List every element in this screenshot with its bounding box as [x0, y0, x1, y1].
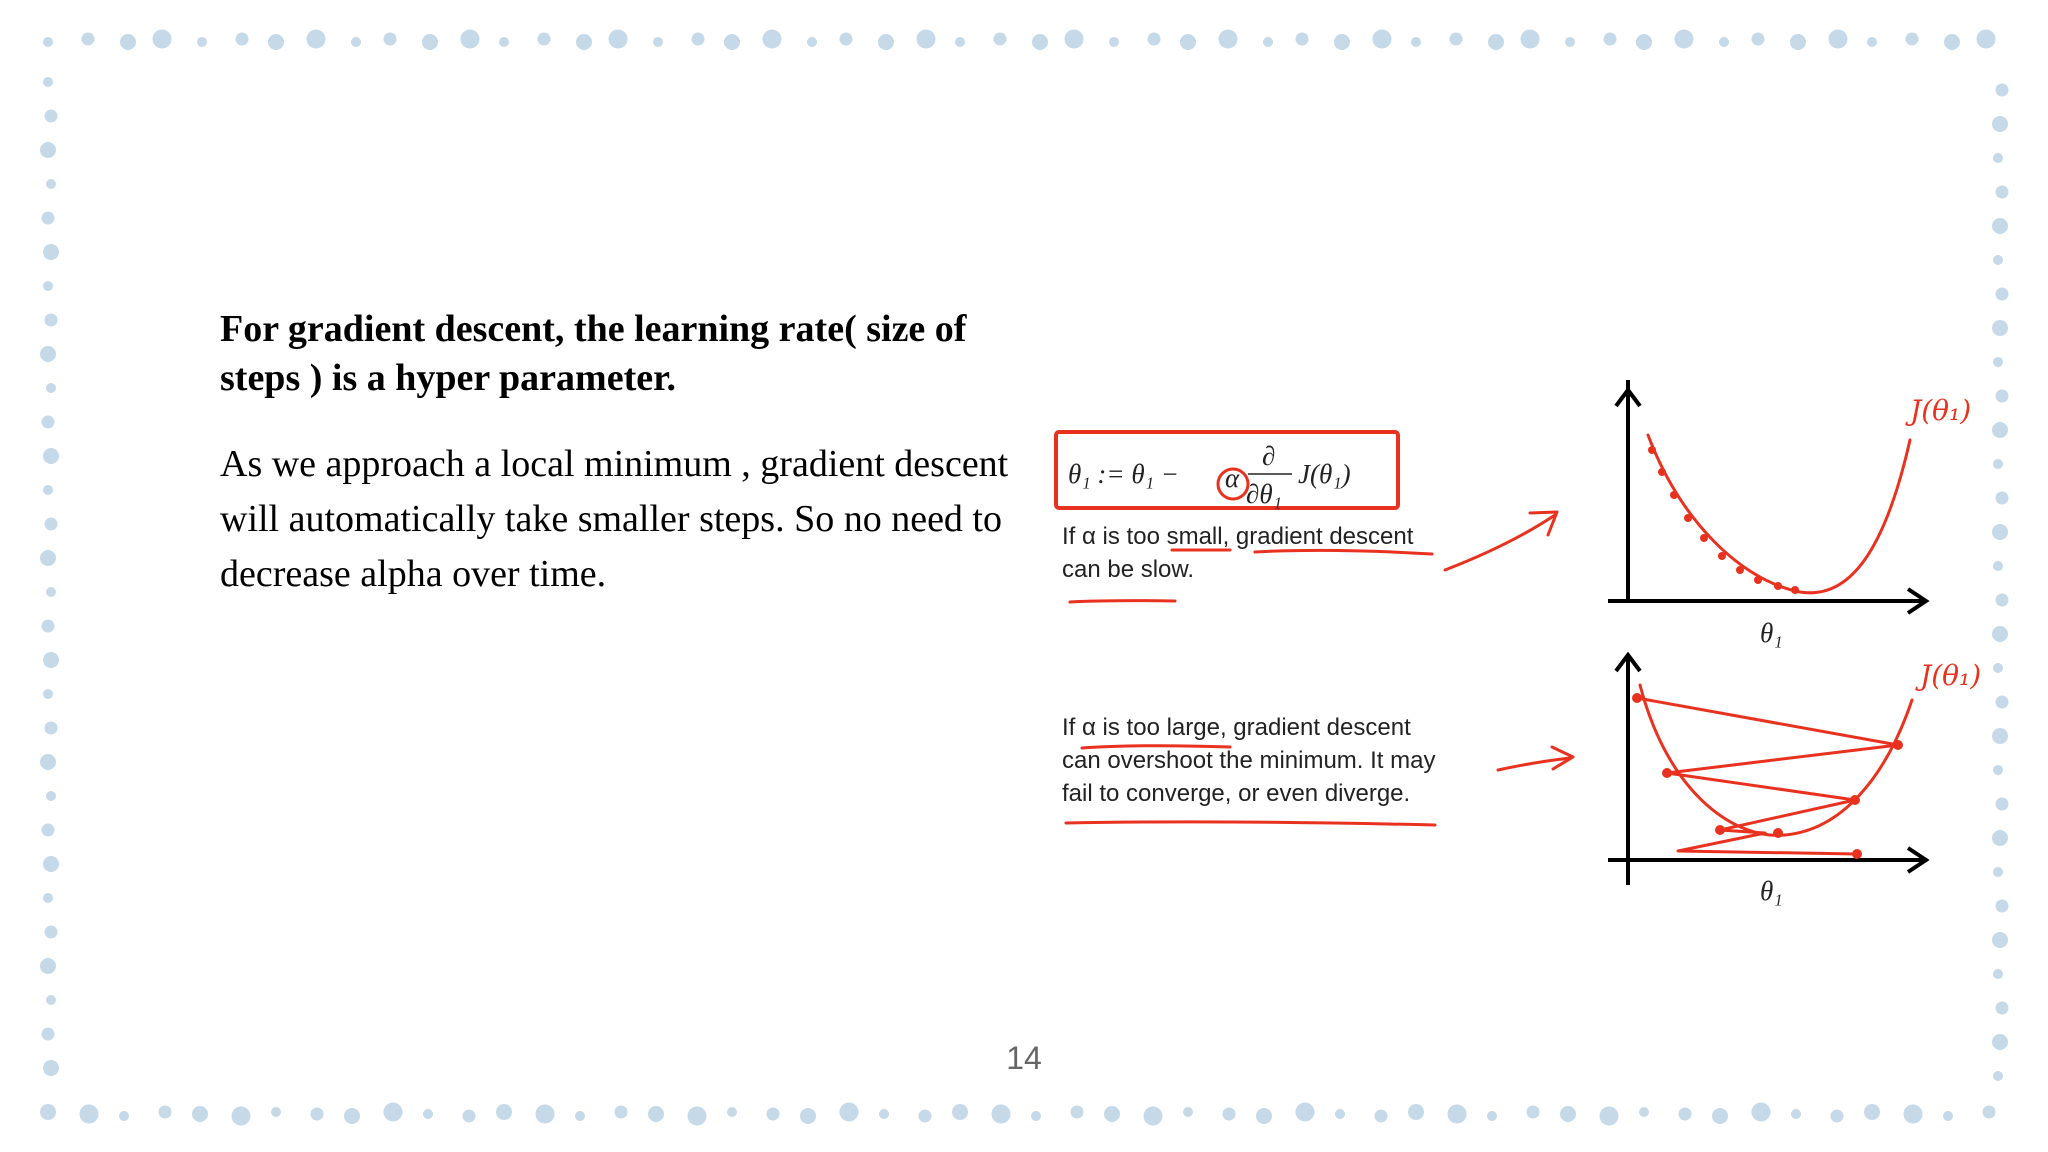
step-point	[1718, 552, 1726, 560]
border-dot	[1148, 33, 1161, 46]
border-dot	[692, 33, 705, 46]
update-rule-alpha: α	[1225, 463, 1240, 493]
border-dot	[344, 1108, 360, 1124]
border-dot	[43, 37, 53, 47]
border-dot	[1373, 30, 1392, 49]
border-dot	[1983, 1106, 1996, 1119]
border-dot	[1450, 33, 1463, 46]
step-point	[1700, 534, 1708, 542]
border-dot	[724, 34, 740, 50]
update-rule-denominator: ∂θ₁	[1246, 479, 1282, 509]
large-alpha-line-1: If α is too large, gradient descent	[1062, 714, 1411, 741]
arrow-top	[1445, 512, 1557, 570]
step-point	[1715, 825, 1725, 835]
border-dot	[1977, 30, 1996, 49]
large-alpha-line-3: fail to converge, or even diverge.	[1062, 780, 1411, 807]
cost-curve-top	[1648, 435, 1910, 593]
border-dot	[232, 1107, 251, 1126]
border-dot	[351, 37, 361, 47]
border-dot	[1263, 37, 1273, 47]
border-dot	[1560, 1106, 1576, 1122]
border-dot	[840, 1103, 859, 1122]
border-dot	[43, 448, 59, 464]
border-dot	[1790, 34, 1806, 50]
border-dot	[461, 30, 480, 49]
border-dot	[499, 37, 509, 47]
border-dot	[1448, 1105, 1467, 1124]
border-dot	[1031, 1111, 1041, 1121]
border-dot	[800, 1108, 816, 1124]
step-point	[1648, 446, 1656, 454]
border-dot	[46, 179, 56, 189]
border-dot	[1071, 1106, 1084, 1119]
step-point	[1773, 828, 1783, 838]
border-dot	[159, 1106, 172, 1119]
border-dot	[955, 37, 965, 47]
border-dot	[43, 856, 59, 872]
border-dot	[46, 587, 56, 597]
border-dot	[536, 1105, 555, 1124]
border-dot	[919, 1110, 932, 1123]
border-dot	[1109, 37, 1119, 47]
border-dot	[43, 281, 53, 291]
border-dot	[1183, 1107, 1193, 1117]
border-dot	[1992, 116, 2008, 132]
border-dot	[1992, 932, 2008, 948]
step-point	[1684, 514, 1692, 522]
j-theta-label-bottom: J(θ₁)	[1920, 659, 1982, 692]
border-dot	[192, 1106, 208, 1122]
border-dot	[1639, 1107, 1649, 1117]
border-dot	[271, 1107, 281, 1117]
border-dot	[1065, 30, 1084, 49]
plot-small-alpha	[1608, 380, 1971, 648]
slide-body: As we approach a local minimum , gradient descent will automatically take smaller steps. So no need to decrease alpha over time.	[220, 443, 1009, 595]
border-dot	[1411, 37, 1421, 47]
border-dot	[46, 383, 56, 393]
border-dot	[1219, 30, 1238, 49]
border-dot	[40, 1104, 56, 1120]
border-dot	[538, 33, 551, 46]
border-dot	[423, 1109, 433, 1119]
border-dot	[422, 34, 438, 50]
step-point	[1852, 849, 1862, 859]
border-dot	[307, 30, 326, 49]
border-dot	[1521, 30, 1540, 49]
border-dot	[688, 1107, 707, 1126]
border-dot	[1679, 1108, 1692, 1121]
border-dot	[1996, 186, 2009, 199]
border-dot	[1604, 33, 1617, 46]
border-dot	[43, 893, 53, 903]
border-dot	[1791, 1109, 1801, 1119]
update-rule-numerator: ∂	[1262, 441, 1276, 471]
border-dot	[384, 1103, 403, 1122]
border-dot	[1992, 1034, 2008, 1050]
border-dot	[45, 518, 58, 531]
border-dot	[1996, 288, 2009, 301]
border-dot	[615, 1106, 628, 1119]
underline-fail-to-converge	[1066, 822, 1435, 825]
border-dot	[1993, 357, 2003, 367]
border-dot	[268, 34, 284, 50]
border-dot	[807, 37, 817, 47]
border-dot	[1904, 1105, 1923, 1124]
small-steps	[1648, 446, 1799, 594]
border-dot	[80, 1105, 99, 1124]
step-point	[1774, 582, 1782, 590]
border-dot	[40, 142, 56, 158]
gradient-descent-figure	[1040, 380, 2000, 920]
small-alpha-line-2: can be slow.	[1062, 556, 1195, 583]
j-theta-label-top: J(θ₁)	[1910, 394, 1972, 427]
border-dot	[1527, 1106, 1540, 1119]
border-dot	[46, 791, 56, 801]
small-alpha-line-1: If α is too small, gradient descent	[1062, 523, 1414, 550]
border-dot	[1675, 30, 1694, 49]
border-dot	[1335, 1109, 1345, 1119]
border-dot	[575, 1111, 585, 1121]
border-dot	[311, 1108, 324, 1121]
border-dot	[120, 34, 136, 50]
border-dot	[1831, 1110, 1844, 1123]
border-dot	[653, 37, 663, 47]
border-dot	[236, 33, 249, 46]
border-dot	[1752, 1103, 1771, 1122]
border-dot	[42, 1028, 55, 1041]
step-point	[1850, 795, 1860, 805]
border-dot	[43, 485, 53, 495]
border-dot	[1867, 37, 1877, 47]
border-dot	[576, 34, 592, 50]
border-dot	[879, 1109, 889, 1119]
border-dot	[43, 689, 53, 699]
plot-large-alpha	[1608, 655, 1981, 906]
border-dot	[1996, 84, 2009, 97]
border-dot	[1565, 37, 1575, 47]
border-dot	[878, 34, 894, 50]
border-dot	[1636, 34, 1652, 50]
slide-heading: For gradient descent, the learning rate( size of steps ) is a hyper parameter.	[220, 308, 967, 399]
page-number: 14	[1006, 1040, 1042, 1076]
border-dot	[43, 652, 59, 668]
border-dot	[40, 958, 56, 974]
border-dot	[1752, 33, 1765, 46]
border-dot	[40, 754, 56, 770]
border-dot	[1906, 33, 1919, 46]
border-dot	[1144, 1107, 1163, 1126]
step-point	[1632, 693, 1642, 703]
border-dot	[153, 30, 172, 49]
theta-label-top: θ₁	[1760, 618, 1783, 648]
border-dot	[42, 416, 55, 429]
border-dot	[1829, 30, 1848, 49]
border-dot	[1180, 34, 1196, 50]
step-point	[1893, 740, 1903, 750]
border-dot	[384, 33, 397, 46]
border-dot	[1296, 1103, 1315, 1122]
border-dot	[1993, 1071, 2003, 1081]
border-dot	[42, 212, 55, 225]
border-dot	[43, 77, 53, 87]
border-dot	[1488, 34, 1504, 50]
large-alpha-line-2: can overshoot the minimum. It may	[1062, 747, 1436, 774]
border-dot	[1296, 33, 1309, 46]
step-point	[1791, 586, 1799, 594]
border-dot	[767, 1108, 780, 1121]
border-dot	[1334, 34, 1350, 50]
step-point	[1662, 768, 1672, 778]
step-point	[1754, 576, 1762, 584]
arrow-bottom	[1498, 747, 1573, 770]
border-dot	[1943, 1111, 1953, 1121]
border-dot	[197, 37, 207, 47]
update-rule-box	[1056, 432, 1398, 509]
border-dot	[40, 550, 56, 566]
border-dot	[45, 722, 58, 735]
border-dot	[1864, 1104, 1880, 1120]
border-dot	[727, 1107, 737, 1117]
border-dot	[1375, 1110, 1388, 1123]
theta-label-bottom: θ₁	[1760, 876, 1783, 906]
underline-can-be-slow	[1070, 601, 1175, 602]
border-dot	[1993, 255, 2003, 265]
border-dot	[46, 995, 56, 1005]
border-dot	[463, 1110, 476, 1123]
border-dot	[119, 1111, 129, 1121]
step-point	[1658, 468, 1666, 476]
border-dot	[952, 1104, 968, 1120]
divergent-steps	[1637, 698, 1898, 854]
border-dot	[45, 110, 58, 123]
border-dot	[1223, 1108, 1236, 1121]
border-dot	[1993, 969, 2003, 979]
underline-gradient-descent	[1255, 550, 1432, 554]
border-dot	[1104, 1106, 1120, 1122]
border-dot	[1487, 1111, 1497, 1121]
border-dot	[994, 33, 1007, 46]
update-rule-term: J(θ₁)	[1298, 459, 1351, 489]
border-dot	[1993, 153, 2003, 163]
step-point	[1736, 566, 1744, 574]
border-dot	[840, 33, 853, 46]
border-dot	[992, 1105, 1011, 1124]
border-dot	[1256, 1108, 1272, 1124]
border-dot	[42, 620, 55, 633]
border-dot	[496, 1104, 512, 1120]
border-dot	[1408, 1104, 1424, 1120]
update-rule-lhs: θ₁ := θ₁ −	[1068, 459, 1179, 489]
border-dot	[43, 244, 59, 260]
border-dot	[40, 346, 56, 362]
border-dot	[42, 824, 55, 837]
border-dot	[763, 30, 782, 49]
border-dot	[1032, 34, 1048, 50]
border-dot	[1712, 1108, 1728, 1124]
border-dot	[45, 926, 58, 939]
border-dot	[917, 30, 936, 49]
border-dot	[1992, 320, 2008, 336]
border-dot	[1944, 34, 1960, 50]
border-dot	[1996, 1002, 2009, 1015]
step-point	[1670, 491, 1678, 499]
border-dot	[82, 33, 95, 46]
border-dot	[1992, 218, 2008, 234]
border-dot	[609, 30, 628, 49]
border-dot	[648, 1106, 664, 1122]
border-dot	[43, 1060, 59, 1076]
border-dot	[45, 314, 58, 327]
border-dot	[1719, 37, 1729, 47]
border-dot	[1600, 1107, 1619, 1126]
